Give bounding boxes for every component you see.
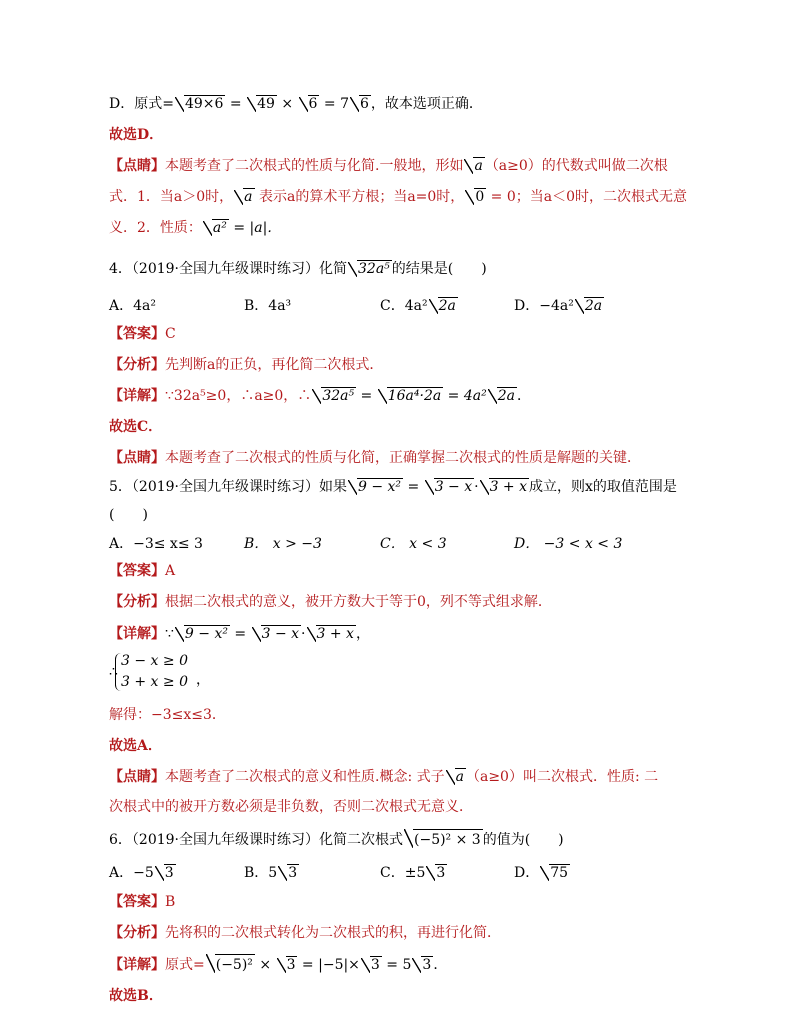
text: ． [516, 388, 531, 404]
radicand: 3 [286, 957, 296, 973]
text: ， [355, 626, 370, 642]
radicand: 2a [584, 298, 603, 314]
q4-answer [109, 324, 734, 344]
sqrt [378, 386, 443, 406]
solution-line: 解得：−3≤x≤3． [109, 707, 226, 723]
sqrt [429, 296, 458, 316]
option-text: C．±5 [380, 865, 426, 881]
choice-line: 故选D． [109, 127, 164, 143]
radicand: 3 [288, 865, 298, 881]
q5-option-d [514, 534, 622, 554]
text: 原式= [165, 957, 205, 973]
radicand: a [474, 158, 483, 174]
comment-line [109, 156, 734, 176]
text: ， [196, 672, 210, 688]
radicand: 3 [436, 865, 446, 881]
option-text: B．5 [244, 865, 278, 881]
detail-tag: 【详解】 [109, 626, 165, 642]
analysis-text: 先将积的二次根式转化为二次根式的积，再进行化简． [165, 925, 501, 941]
comment-text: （a≥0）叫二次根式．性质: 二 [465, 769, 659, 785]
option-d-explanation [109, 94, 734, 114]
text: ∵32a⁵≥0，∴a≥0，∴ [165, 388, 312, 404]
question-text: 的结果是( ) [391, 261, 487, 277]
text: = [356, 388, 377, 404]
sqrt [350, 94, 371, 114]
comment-text: 本题考查了二次根式的意义和性质.概念: 式子 [165, 769, 445, 785]
question-5 [109, 477, 734, 497]
text: = [225, 96, 247, 112]
radicand: 75 [550, 865, 569, 881]
inequality-system [121, 651, 188, 693]
sqrt [412, 955, 433, 975]
text: = 7 [319, 96, 349, 112]
sqrt [252, 624, 301, 644]
radicand: 32a⁵ [322, 388, 355, 404]
option-text: C．4a² [380, 298, 428, 314]
sqrt [488, 386, 517, 406]
text: 式．1．当a＞0时， [109, 189, 234, 205]
q6-answer [109, 892, 734, 912]
radicand: 9 − x² [358, 479, 402, 495]
answer-tag: 【答案】 [109, 326, 165, 342]
sqrt [175, 624, 230, 644]
question-text: 4．（2019·全国九年级课时练习）化简 [109, 261, 347, 277]
sqrt [446, 767, 466, 787]
text: = 0；当a＜0时，二次根式无意 [486, 189, 688, 205]
radicand: 3 − x [261, 626, 300, 642]
q4-comment [109, 448, 734, 468]
q5-option-a [109, 534, 203, 554]
radicand: a [455, 769, 464, 785]
radicand: 2a [497, 388, 515, 404]
text: = 5 [381, 957, 412, 973]
radicand: 32a⁵ [358, 261, 390, 277]
q4-option-b [244, 296, 291, 316]
inequality-1: 3 − x ≥ 0 [121, 653, 188, 669]
answer-tag: 【答案】 [109, 894, 165, 910]
sqrt [277, 955, 298, 975]
comment-line [109, 218, 734, 238]
sqrt [307, 624, 356, 644]
radicand: 0 [475, 189, 485, 205]
q4-option-d [514, 296, 604, 316]
q6-option-d [514, 863, 570, 883]
radicand: 3 + x [316, 626, 354, 642]
text: 表示a的算术平方根；当a=0时， [254, 189, 465, 205]
radicand: (−5)² [215, 954, 255, 975]
text: D．原式= [109, 96, 174, 112]
sqrt [247, 94, 277, 114]
system-brace [115, 653, 122, 691]
q4-option-a [109, 296, 156, 316]
q5-option-b [244, 534, 322, 554]
answer-value: C [165, 326, 176, 342]
sqrt [540, 863, 570, 883]
comment-text: 本题考查了二次根式的性质与化简，正确掌握二次根式的性质是解题的关键． [165, 450, 641, 466]
comment-tag: 【点睛】 [109, 769, 165, 785]
text: · [301, 626, 306, 642]
q4-analysis [109, 355, 734, 375]
therefore-symbol: ∴ [109, 664, 118, 680]
option-text: A．−3≤ x≤ 3 [109, 536, 203, 552]
sqrt [234, 187, 254, 207]
option-text: A．4a² [109, 298, 156, 314]
sqrt [361, 955, 382, 975]
radicand: 3 + x [489, 479, 528, 495]
question-text: 成立，则x的取值范围是 [529, 479, 677, 495]
radicand: (−5)² × 3 [413, 829, 483, 850]
sqrt [426, 863, 447, 883]
question-text: 的值为( ) [482, 832, 564, 848]
analysis-text: 根据二次根式的意义，被开方数大于等于0，列不等式组求解． [165, 594, 552, 610]
q6-option-c [380, 863, 447, 883]
sqrt [480, 477, 529, 497]
radicand: 3 [164, 865, 174, 881]
text: （a≥0）的代数式叫做二次根 [484, 158, 668, 174]
answer-paren: ( ) [109, 507, 148, 523]
sqrt [175, 94, 225, 114]
q6-detail [109, 954, 734, 975]
sqrt [155, 863, 176, 883]
q6-analysis [109, 923, 734, 943]
analysis-tag: 【分析】 [109, 594, 165, 610]
question-4 [109, 259, 734, 279]
radicand: 3 − x [434, 479, 473, 495]
option-text: B．4a³ [244, 298, 292, 314]
option-text: C． x < 3 [380, 536, 447, 552]
answer-value: B [165, 894, 176, 910]
radicand: 49×6 [184, 96, 224, 112]
comment-line [109, 187, 734, 207]
text: · [474, 479, 479, 495]
comment-tag: 【点睛】 [109, 450, 165, 466]
sqrt [465, 187, 486, 207]
sqrt [348, 477, 403, 497]
analysis-tag: 【分析】 [109, 357, 165, 373]
text: = |−5|× [297, 957, 360, 973]
q5-comment [109, 767, 734, 787]
answer-tag: 【答案】 [109, 563, 165, 579]
text: = |a|． [228, 220, 282, 236]
comment-text: 次根式中的被开方数必须是非负数，否则二次根式无意义． [109, 799, 473, 815]
comment-tag: 【点睛】 [109, 158, 165, 174]
q6-option-b [244, 863, 299, 883]
q5-detail [109, 624, 734, 644]
inequality-2: 3 + x ≥ 0 [121, 674, 188, 690]
radicand: a² [212, 220, 227, 236]
text: ． [433, 957, 448, 973]
option-text: A．−5 [109, 865, 154, 881]
radicand: 3 [370, 957, 380, 973]
radicand: 9 − x² [184, 626, 228, 642]
text: ∵ [165, 626, 174, 642]
option-text: D．−4a² [514, 298, 574, 314]
q6-option-a [109, 863, 176, 883]
text: = [403, 479, 424, 495]
detail-tag: 【详解】 [109, 388, 165, 404]
question-6 [109, 829, 734, 850]
sqrt [348, 259, 392, 279]
option-text: B． x > −3 [244, 536, 322, 552]
text: × [276, 96, 298, 112]
sqrt [278, 863, 299, 883]
analysis-tag: 【分析】 [109, 925, 165, 941]
radicand: 3 [422, 957, 432, 973]
option-text: D． [514, 865, 540, 881]
sqrt [575, 296, 604, 316]
question-text: 5．（2019·全国九年级课时练习）如果 [109, 479, 347, 495]
q5-answer [109, 561, 734, 581]
choice-line: 故选A． [109, 738, 162, 754]
sqrt [299, 94, 320, 114]
option-text: D． −3 < x < 3 [514, 536, 623, 552]
detail-tag: 【详解】 [109, 957, 165, 973]
q4-option-c [380, 296, 458, 316]
text: = [229, 626, 251, 642]
sqrt [464, 156, 484, 176]
sqrt [404, 829, 483, 850]
radicand: 6 [308, 96, 318, 112]
q5-option-c [380, 534, 447, 554]
radicand: a [244, 189, 253, 205]
text: = 4a² [443, 388, 487, 404]
radicand: 16a⁴·2a [387, 388, 442, 404]
radicand: 2a [438, 298, 456, 314]
radicand: 49 [257, 96, 275, 112]
q4-detail [109, 386, 734, 406]
analysis-text: 先判断a的正负，再化简二次根式． [165, 357, 384, 373]
text: 义．2．性质： [109, 220, 202, 236]
text: 本题考查了二次根式的性质与化简.一般地，形如 [165, 158, 464, 174]
choice-line: 故选C． [109, 419, 163, 435]
question-text: 6．（2019·全国九年级课时练习）化简二次根式 [109, 832, 403, 848]
q5-analysis [109, 592, 734, 612]
choice-line: 故选B． [109, 988, 163, 1004]
answer-value: A [165, 563, 176, 579]
sqrt [206, 954, 255, 975]
radicand: 6 [360, 96, 369, 112]
sqrt [425, 477, 474, 497]
sqrt [203, 218, 229, 238]
sqrt [312, 386, 356, 406]
text: × [254, 957, 276, 973]
text: ，故本选项正确． [370, 96, 483, 112]
